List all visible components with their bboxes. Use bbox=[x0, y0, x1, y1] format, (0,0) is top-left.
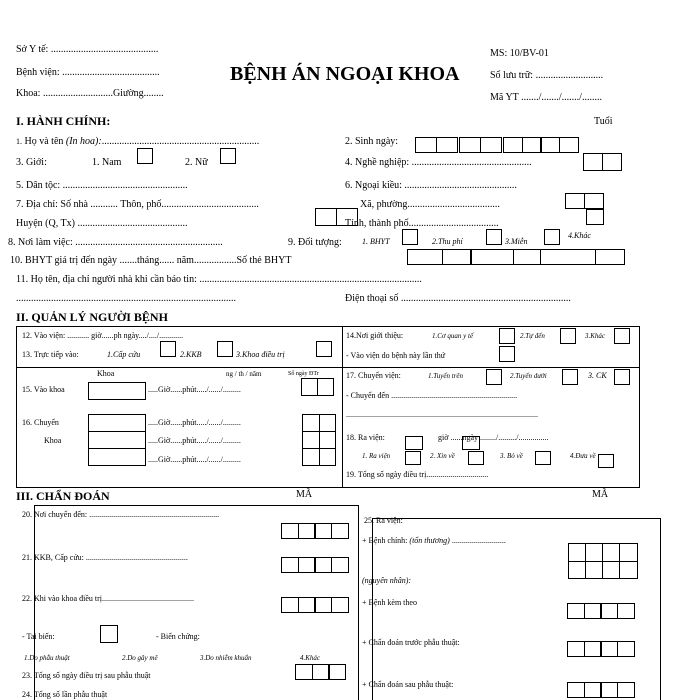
gioi-thieu-co-quan-checkbox[interactable] bbox=[499, 328, 515, 344]
col-so-ngay-header: Số ngày ĐTr bbox=[288, 371, 319, 377]
gioi-thieu-khac-checkbox[interactable] bbox=[614, 328, 630, 344]
nguoi-nha-dots: ........................................................................................ bbox=[16, 293, 236, 304]
vao-khoa-label: 15. Vào khoa bbox=[22, 385, 65, 394]
tuoi-label: Tuổi bbox=[594, 116, 613, 127]
so-the-bhyt-boxes[interactable] bbox=[408, 249, 625, 265]
dien-thoai-field: Điện thoại số .................................................................... bbox=[345, 293, 571, 304]
tong-so-ngay-dieu-tri-field: 19. Tổng số ngày điều trị............................... bbox=[346, 470, 489, 479]
xa-phuong-boxes[interactable] bbox=[566, 193, 604, 209]
sinh-ngay-label: 2. Sinh ngày: bbox=[345, 136, 399, 147]
doi-tuong-khac-label: 4.Khác bbox=[568, 231, 591, 240]
doi-tuong-mien-label: 3.Miễn bbox=[505, 237, 528, 246]
truc-tiep-cap-cuu-label: 1.Cấp cứu bbox=[107, 350, 141, 359]
chuyen-khoa-time-1: .....Giờ......phút...../....../......... bbox=[148, 418, 241, 427]
vao-vien-lan-thu-box[interactable] bbox=[499, 346, 515, 362]
ngoai-kieu-field: 6. Ngoại kiều: ............................................. bbox=[345, 180, 517, 191]
tinh-thanh-field: Tỉnh, thành phố.................................... bbox=[345, 218, 499, 229]
kkb-cap-cuu-code[interactable] bbox=[282, 557, 349, 573]
ra-vien-phut-box[interactable] bbox=[462, 436, 480, 450]
benh-kem-theo-field: + Bệnh kèm theo bbox=[362, 598, 417, 607]
ra-vien-opt3-checkbox[interactable] bbox=[535, 451, 551, 465]
ra-vien-opt4-label: 4.Đưa về bbox=[570, 452, 596, 460]
gioi-nam-label: 1. Nam bbox=[92, 157, 122, 168]
chuyen-den-field: - Chuyển đến ............................................................... bbox=[346, 391, 518, 400]
ra-vien-opt3-label: 3. Bỏ về bbox=[500, 452, 523, 460]
khi-vao-khoa-field: 22. Khi vào khoa điều trị.............................................. bbox=[22, 594, 194, 603]
doi-tuong-bhyt-label: 1. BHYT bbox=[362, 237, 390, 246]
ho-ten-field: 1. Họ và tên (In hoa):............................................................... bbox=[16, 136, 260, 147]
ma-header-left: MÃ bbox=[296, 489, 313, 500]
bhyt-gia-tri-field: 10. BHYT giá trị đến ngày .......tháng...... năm.................Số thẻ BHYT bbox=[10, 255, 292, 266]
xa-phuong-field: Xã, phường..................................... bbox=[360, 199, 500, 210]
section-hanh-chinh-heading: I. HÀNH CHÍNH: bbox=[16, 114, 111, 128]
noi-lam-viec-field: 8. Nơi làm việc: ........................................................... bbox=[8, 237, 223, 248]
tai-bien-label: - Tai biến: bbox=[22, 632, 55, 641]
chan-doan-sau-pt-code[interactable] bbox=[568, 682, 635, 698]
bien-chung-opt3-label: 3.Do nhiễm khuẩn bbox=[200, 654, 252, 662]
vao-vien-lan-thu-label: - Vào viện do bệnh này lần thứ bbox=[346, 351, 446, 360]
gioi-thieu-tu-den-label: 2.Tự đến bbox=[520, 332, 545, 340]
truc-tiep-kkb-checkbox[interactable] bbox=[217, 341, 233, 357]
chuyen-vien-ck-checkbox[interactable] bbox=[614, 369, 630, 385]
khoa-field: Khoa: ............................Giường........ bbox=[16, 88, 164, 99]
ra-vien-opt2-checkbox[interactable] bbox=[468, 451, 484, 465]
huyen-field: Huyện (Q, Tx) ............................................ bbox=[16, 218, 188, 229]
chuyen-vien-ck-label: 3. CK bbox=[588, 371, 607, 380]
ra-vien-opt2-label: 2. Xin về bbox=[430, 452, 455, 460]
ms-code: MS: 10/BV-01 bbox=[490, 48, 549, 59]
chuyen-khoa-time-2: .....Giờ......phút...../....../......... bbox=[148, 436, 241, 445]
chuyen-vien-tuyen-tren-checkbox[interactable] bbox=[486, 369, 502, 385]
noi-chuyen-den-field: 20. Nơi chuyển đến: ................................................................. bbox=[22, 510, 220, 519]
chuyen-den-dots: ................................................................................................ bbox=[346, 410, 538, 419]
doi-tuong-bhyt-checkbox[interactable] bbox=[402, 229, 418, 245]
nguoi-nha-field: 11. Họ tên, địa chỉ người nhà khi cần báo tin: ......................................................................................... bbox=[16, 274, 422, 285]
chuyen-vien-tuyen-tren-label: 1.Tuyến trên bbox=[428, 372, 463, 380]
vao-khoa-time: .....Giờ......phút...../....../......... bbox=[148, 385, 241, 394]
doi-tuong-mien-checkbox[interactable] bbox=[544, 229, 560, 245]
benh-vien-field: Bệnh viện: ....................................... bbox=[16, 67, 160, 78]
bien-chung-opt2-label: 2.Do gây mê bbox=[122, 654, 158, 662]
truc-tiep-cap-cuu-checkbox[interactable] bbox=[160, 341, 176, 357]
ra-vien-opt1-label: 1. Ra viện bbox=[362, 452, 391, 460]
gioi-thieu-tu-den-checkbox[interactable] bbox=[560, 328, 576, 344]
chuyen-khoa-time-3: .....Giờ......phút...../....../......... bbox=[148, 455, 241, 464]
truc-tiep-khoa-checkbox[interactable] bbox=[316, 341, 332, 357]
form-title: BỆNH ÁN NGOẠI KHOA bbox=[230, 63, 460, 85]
col-khoa-header: Khoa bbox=[97, 369, 115, 378]
tong-ngay-sau-phau-thuat-boxes[interactable] bbox=[296, 664, 346, 680]
ma-yt-field: Mã YT ......./......./......./........ bbox=[490, 92, 602, 103]
chuyen-vien-tuyen-duoi-label: 2.Tuyến dưới bbox=[510, 372, 547, 380]
sinh-nam-boxes[interactable] bbox=[504, 137, 579, 153]
ma-header-right: MÃ bbox=[592, 489, 609, 500]
chan-doan-sau-pt-field: + Chẩn đoán sau phẫu thuật: bbox=[362, 680, 454, 689]
gioi-thieu-co-quan-label: 1.Cơ quan y tế bbox=[432, 332, 474, 340]
ra-vien-chan-doan-label: 25. Ra viện: bbox=[364, 516, 403, 525]
sinh-thang-boxes[interactable] bbox=[460, 137, 502, 153]
gioi-nu-checkbox[interactable] bbox=[220, 148, 236, 164]
ra-vien-gio-box[interactable] bbox=[405, 436, 423, 450]
tinh-thanh-box[interactable] bbox=[586, 209, 604, 225]
section-chan-doan-heading: III. CHẨN ĐOÁN bbox=[16, 489, 110, 503]
ra-vien-opt4-checkbox[interactable] bbox=[598, 454, 614, 468]
so-y-te-field: Sở Y tế: ........................................... bbox=[16, 44, 159, 55]
gioi-label: 3. Giới: bbox=[16, 157, 47, 168]
bien-chung-opt1-label: 1.Do phẫu thuật bbox=[24, 654, 70, 662]
sinh-ngay-boxes[interactable] bbox=[416, 137, 458, 153]
benh-chinh-field: + Bệnh chính: (tổn thương) ........................... bbox=[362, 536, 506, 545]
chuyen-khoa-label-2: Khoa bbox=[44, 436, 62, 445]
noi-gioi-thieu-label: 14.Nơi giới thiệu: bbox=[346, 331, 404, 340]
gioi-nu-label: 2. Nữ bbox=[185, 157, 208, 168]
benh-kem-theo-code[interactable] bbox=[568, 603, 635, 619]
truc-tiep-khoa-label: 3.Khoa điều trị bbox=[236, 350, 285, 359]
so-luu-tru-field: Số lưu trữ: ........................... bbox=[490, 70, 604, 81]
chan-doan-truoc-pt-code[interactable] bbox=[568, 641, 635, 657]
ra-vien-opt1-checkbox[interactable] bbox=[405, 451, 421, 465]
bien-chung-label: - Biến chứng: bbox=[156, 632, 200, 641]
ra-vien-label: 18. Ra viện: bbox=[346, 433, 385, 442]
dan-toc-field: 5. Dân tộc: .................................................. bbox=[16, 180, 188, 191]
ra-vien-time: giờ ......ngày ......../........./............... bbox=[438, 433, 549, 442]
dia-chi-field: 7. Địa chỉ: Số nhà ........... Thôn, phố....................................... bbox=[16, 199, 259, 210]
khi-vao-khoa-code[interactable] bbox=[282, 597, 349, 613]
doi-tuong-thu-phi-checkbox[interactable] bbox=[486, 229, 502, 245]
gioi-nam-checkbox[interactable] bbox=[137, 148, 153, 164]
tong-lan-phau-thuat-field: 24. Tổng số lần phẫu thuật bbox=[22, 690, 108, 699]
truc-tiep-vao-label: 13. Trực tiếp vào: bbox=[22, 350, 79, 359]
tong-ngay-sau-phau-thuat-field: 23. Tổng số ngày điều trị sau phẫu thuật bbox=[22, 671, 151, 680]
doi-tuong-label: 9. Đối tượng: bbox=[288, 237, 342, 248]
nguyen-nhan-field: (nguyên nhân): bbox=[362, 576, 412, 585]
doi-tuong-thu-phi-label: 2.Thu phí bbox=[432, 237, 463, 246]
nghe-nghiep-field: 4. Nghề nghiệp: ................................................ bbox=[345, 157, 532, 168]
truc-tiep-kkb-label: 2.KKB bbox=[180, 350, 202, 359]
chuyen-vien-label: 17. Chuyển viện: bbox=[346, 371, 401, 380]
chuyen-khoa-box[interactable] bbox=[88, 414, 146, 466]
chuyen-khoa-label-1: 16. Chuyển bbox=[22, 418, 59, 427]
noi-chuyen-den-code[interactable] bbox=[282, 523, 349, 539]
nghe-nghiep-boxes[interactable] bbox=[584, 153, 622, 171]
tai-bien-checkbox[interactable] bbox=[100, 625, 118, 643]
vao-khoa-so-ngay-boxes[interactable] bbox=[302, 378, 334, 396]
bien-chung-opt4-label: 4.Khác bbox=[300, 654, 321, 662]
vao-vien-field: 12. Vào viện: ........... giờ......ph ngày..../..../............ bbox=[22, 331, 184, 340]
gioi-thieu-khac-label: 3.Khác bbox=[585, 332, 606, 340]
section-quan-ly-heading: II. QUẢN LÝ NGƯỜI BỆNH bbox=[16, 310, 168, 324]
vao-khoa-box[interactable] bbox=[88, 382, 146, 400]
chan-doan-truoc-pt-field: + Chẩn đoán trước phẫu thuật: bbox=[362, 638, 460, 647]
col-date-header: ng / th / năm bbox=[226, 370, 262, 378]
chuyen-vien-tuyen-duoi-checkbox[interactable] bbox=[562, 369, 578, 385]
kkb-cap-cuu-field: 21. KKB, Cấp cứu: ................................................... bbox=[22, 553, 188, 562]
